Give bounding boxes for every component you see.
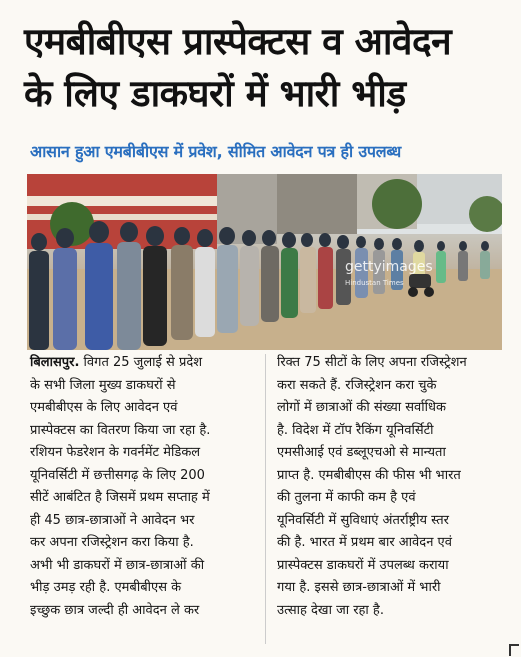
dateline: बिलासपुर. (30, 355, 80, 370)
article-line: प्रास्पेक्टस डाकघरों में उपलब्ध कराया (277, 557, 449, 573)
article-line: अभी भी डाकघरों में छात्र-छात्राओं की (30, 557, 205, 573)
headline-line-2: के लिए डाकघरों में भारी भीड़ (24, 72, 406, 115)
article-line: एमसीआई एवं डब्लूएचओ से मान्यता (277, 445, 446, 460)
article-line: यूनिवर्सिटी में छत्तीसगढ़ के लिए 200 (30, 467, 205, 483)
article-line: उत्साह देखा जा रहा है. (277, 602, 384, 618)
article-line: इच्छुक छात्र जल्दी ही आवेदन ले कर (30, 602, 200, 618)
article-line: सीटें आबंटित है जिसमें प्रथम सप्ताह में (30, 490, 210, 505)
column-divider (265, 354, 266, 644)
article-line: कर अपना रजिस्ट्रेशन करा किया है. (30, 535, 194, 550)
article-line: प्रास्पेक्टस का वितरण किया जा रहा है. (30, 422, 211, 438)
photo-watermark (345, 260, 433, 290)
article-column-left (30, 352, 254, 622)
crop-mark (509, 644, 519, 656)
subheadline: आसान हुआ एमबीबीएस में प्रवेश, सीमित आवेदन पत्र ही उपलब्ध (30, 142, 402, 161)
article-line: यूनिवर्सिटी में सुविधाएं अंतर्राष्ट्रीय स्तर (277, 512, 449, 528)
headline (24, 16, 514, 120)
article-line: लोगों में छात्राओं की संख्या सर्वाधिक (277, 400, 446, 415)
article-line: गया है. इससे छात्र-छात्राओं में भारी (277, 580, 441, 595)
article-line: भीड़ उमड़ रही है. एमबीबीएस के (30, 580, 182, 595)
article-line: की है. भारत में प्रथम बार आवेदन एवं (277, 535, 452, 550)
headline-line-1: एमबीबीएस प्रास्पेक्टस व आवेदन (24, 20, 452, 63)
article-line: की तुलना में काफी कम है एवं (277, 490, 416, 505)
article-line-text: विगत 25 जुलाई से प्रदेश (83, 355, 203, 370)
article-line: रशियन फेडरेशन के गवर्नमेंट मेडिकल (30, 445, 201, 460)
article-line: के सभी जिला मुख्य डाकघरों से (30, 377, 176, 393)
article-line: ही 45 छात्र-छात्राओं ने आवेदन भर (30, 512, 195, 528)
article-line: रिक्त 75 सीटों के लिए अपना रजिस्ट्रेशन (277, 355, 467, 370)
article-line: एमबीबीएस के लिए आवेदन एवं (30, 400, 178, 415)
article-line: करा सकते हैं. रजिस्ट्रेशन करा चुके (277, 377, 437, 393)
watermark-credit: Hindustan Times (345, 279, 404, 287)
news-photo (27, 174, 502, 350)
article-line (30, 352, 254, 375)
watermark-brand: gettyimages (345, 259, 433, 275)
article-column-right (277, 352, 502, 622)
article-line: है. विदेश में टॉप रैकिंग यूनिवर्सिटी (277, 422, 434, 438)
article-line: प्राप्त है. एमबीबीएस की फीस भी भारत (277, 467, 461, 483)
